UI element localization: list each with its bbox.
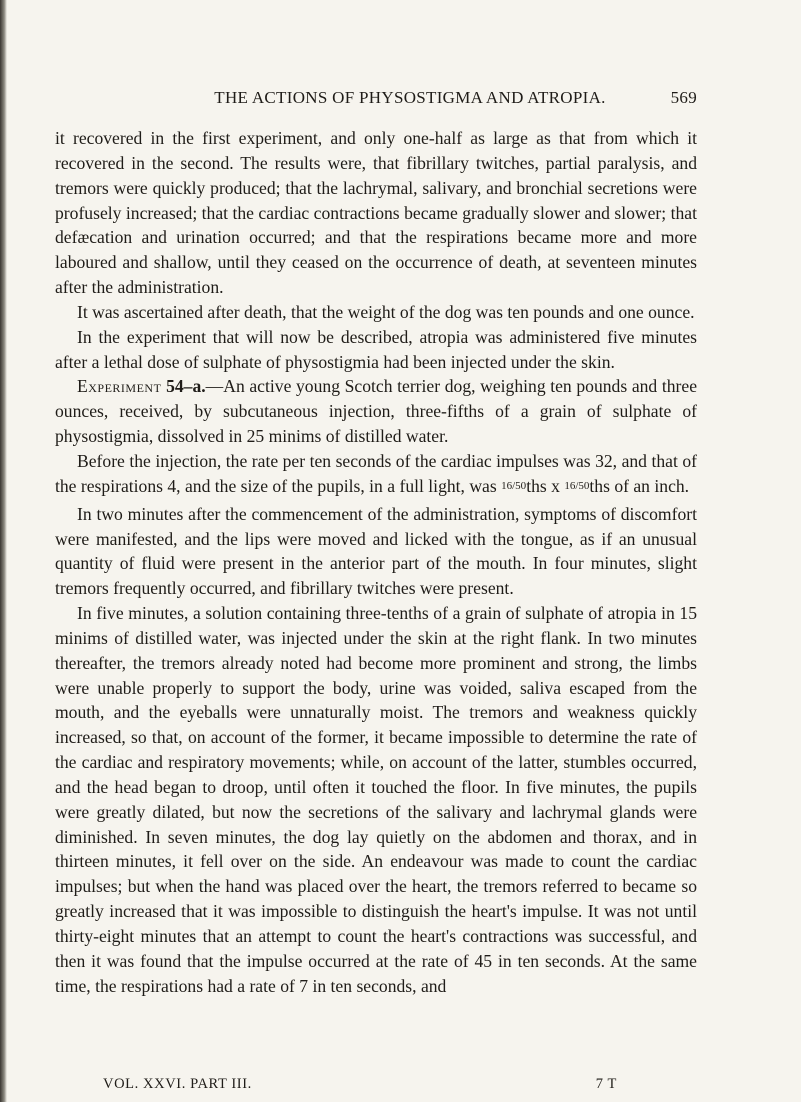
paragraph: In five minutes, a solution containing three-tenths of a grain of sulphate of atropia in 15 minims of distilled water, was injected under the skin at the right flank. In two minutes thereafter, the tremors already noted had become more prominent and strong, the limbs were unable properly to support the body, urine was voided, saliva escaped from the mouth, and the eyeballs were unnaturally moist. The tremors and weakness quickly increased, so that, on account of the former, it became impossible to determine the rate of the cardiac and respiratory movements; while, on account of the latter, stumbles occurred, and the head began to droop, until often it touched the floor. In five minutes, the pupils were greatly dilated, but now the secretions of the salivary and lachrymal glands were diminished. In seven minutes, the dog lay quietly on the abdomen and thorax, and in thirteen minutes, it fell over on the side. An endeavour was made to count the cardiac impulses; but when the hand was placed over the heart, the tremors referred to became so greatly increased that it was impossible to distinguish the heart's impulse. It was not until thirty-eight minutes that an attempt to count the heart's contractions was successful, and then it was found that the impulse occurred at the rate of 45 in ten seconds. At the same time, the respirations had a rate of 7 in ten seconds, and: [55, 603, 697, 996]
volume-line: VOL. XXVI. PART III.: [103, 1076, 252, 1092]
experiment-text: —An active young Scotch terrier dog, weighing ten pounds and three ounces, received, by subcutaneous injection, three-fifths of a grain of sulphate of physostigmia, dissolved in 25 minims of distilled water.: [55, 376, 698, 447]
page-number: 569: [670, 88, 697, 107]
pupil-fraction: 16/50: [501, 479, 527, 492]
pupil-text-after: ths of an inch.: [589, 475, 690, 496]
running-title: THE ACTIONS OF PHYSOSTIGMA AND ATROPIA.: [214, 88, 606, 107]
pupil-text-times: ths x: [526, 475, 560, 496]
pupil-text-before: Before the injection, the rate per ten seconds of the cardiac impulses was 32, and that of the respirations 4, and the size of the pupils, in a full light, was: [55, 450, 697, 496]
pupil-fraction: 16/50: [564, 479, 590, 492]
running-header: [123, 88, 697, 112]
pupil-paragraph: [55, 449, 697, 502]
body-text: [55, 126, 697, 999]
signature-mark: 7 T: [595, 1076, 617, 1092]
paragraph: In the experiment that will now be described, atropia was administered five minutes after a lethal dose of sulphate of physostigmia had been injected under the skin.: [55, 326, 697, 372]
experiment-label: Experiment: [77, 376, 162, 397]
paragraph: it recovered in the first experiment, and only one-half as large as that from which it recovered in the second. The results were, that fibrillary twitches, partial paralysis, and tremors were quickly produced; that the lachrymal, salivary, and bronchial secretions were profusely increased; that the cardiac contractions became gradually slower and slower; that defæcation and urination occurred; and that the respirations became more and more laboured and shallow, until they ceased on the occurrence of death, at seventeen minutes after the administration.: [55, 128, 697, 298]
page-footer: [103, 1076, 617, 1096]
experiment-paragraph: [55, 374, 697, 449]
experiment-number: 54–a.: [166, 376, 206, 397]
paragraph: In two minutes after the commencement of the administration, symptoms of discomfort were manifested, and the lips were moved and licked with the tongue, as if an unusual quantity of fluid were present in the anterior part of the mouth. In four minutes, slight tremors frequently occurred, and fibrillary twitches were present.: [55, 503, 697, 599]
paragraph: It was ascertained after death, that the weight of the dog was ten pounds and one ounce.: [77, 301, 695, 322]
